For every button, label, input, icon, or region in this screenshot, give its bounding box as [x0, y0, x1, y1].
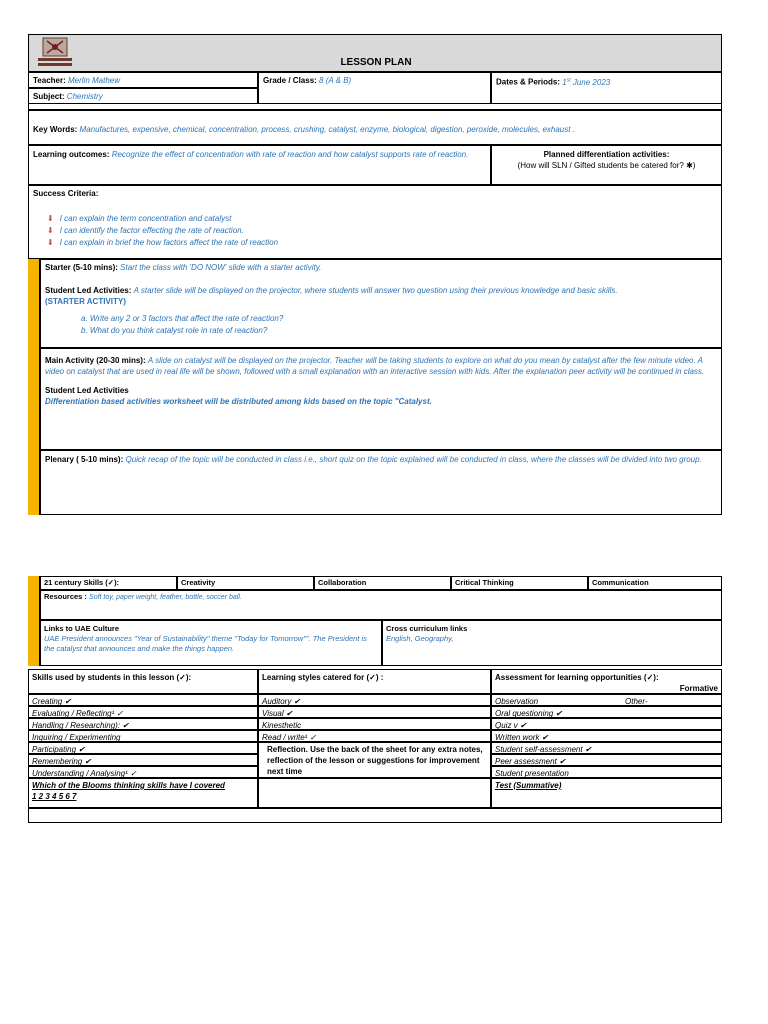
page-title: LESSON PLAN — [340, 57, 412, 68]
learning-style-item: Kinesthetic — [262, 721, 302, 730]
cross-label: Cross curriculum links — [386, 624, 468, 633]
main-sla-label: Student Led Activities — [45, 386, 129, 395]
assessment-title: Assessment for learning opportunities (✓): — [495, 673, 659, 682]
blooms-label: Which of the Blooms thinking skills have I covered — [32, 781, 225, 790]
learning-styles-header: Learning styles catered for (✓) : — [258, 669, 491, 694]
skills21-item: Collaboration — [314, 576, 451, 590]
main-sla-value: Differentiation based activities worksheet will be distributed among kids based on the topic "Catalyst. — [45, 397, 432, 406]
resources-value: Soft toy, paper weight, feather, bottle, soccer ball. — [89, 594, 242, 601]
arrow-icon: ⬇ — [47, 238, 54, 247]
assessment-item: Observation — [495, 697, 539, 706]
learning-style-item: Auditory ✔ — [262, 697, 301, 706]
differentiation-title: Planned differentiation activities: — [543, 150, 670, 159]
skills21-item: Creativity — [177, 576, 314, 590]
differentiation-cell — [491, 145, 722, 185]
outcomes-cell — [28, 145, 491, 185]
dates-label: Dates & Periods: — [496, 77, 561, 87]
blooms-cell — [28, 778, 258, 808]
subject-value: Chemistry — [66, 92, 103, 101]
test-label: Test (Summative) — [495, 781, 562, 790]
arrow-icon: ⬇ — [47, 214, 54, 223]
success-item: ⬇ I can identify the factor effecting the rate of reaction. — [47, 226, 244, 235]
assessment-item: Quiz v ✔ — [495, 721, 527, 730]
success-label: Success Criteria: — [33, 189, 99, 198]
activity-sidebar-bar — [28, 259, 40, 515]
differentiation-sub: (How will SLN / Gifted students be catered for? ✱) — [517, 161, 696, 170]
grade-cell — [258, 72, 491, 104]
cross-value: English, Geography, — [386, 634, 454, 643]
assessment-other: Other- — [625, 697, 648, 706]
keywords-cell — [28, 110, 722, 145]
assessment-item: Student presentation — [495, 769, 569, 778]
skill-item: Understanding / Analysing¹ ✓ — [32, 769, 137, 778]
skill-item: Participating ✔ — [32, 745, 85, 754]
assessment-item: Student self-assessment ✔ — [495, 745, 592, 754]
uae-label: Links to UAE Culture — [44, 624, 120, 633]
assessment-item: Peer assessment ✔ — [495, 757, 566, 766]
starter-cell — [40, 259, 722, 348]
starter-sla-label: Student Led Activities: — [45, 286, 132, 295]
header-bar — [28, 34, 722, 72]
keywords-value: Manufactures, expensive, chemical, concentration, process, crushing, catalyst, enzyme, biological, digestion, peroxide, molecules, exhaust . — [79, 125, 575, 134]
dates-sup: st — [566, 77, 571, 83]
starter-activity-tag: (STARTER ACTIVITY) — [45, 297, 126, 306]
bottom-empty-row — [28, 808, 722, 823]
arrow-icon: ⬇ — [47, 226, 54, 235]
uae-culture-cell — [40, 620, 382, 666]
uae-value: UAE President announces "Year of Sustainability" theme "Today for Tomorrow"". The President is the catalyst that announces and make the things happen. — [44, 634, 367, 653]
plenary-value: Quick recap of the topic will be conducted in class i.e., short quiz on the topic explained will be conducted in class, where the classes will be divided into two group. — [125, 455, 702, 464]
learning-style-item: Visual ✔ — [262, 709, 293, 718]
learning-style-item: Read / write¹ ✓ — [262, 733, 317, 742]
skills21-item: Communication — [588, 576, 722, 590]
outcomes-label: Learning outcomes: — [33, 150, 110, 159]
success-list — [33, 213, 717, 249]
assessment-item: Written work ✔ — [495, 733, 549, 742]
main-activity-cell — [40, 348, 722, 450]
dates-day: 1 — [562, 77, 567, 87]
plenary-label: Plenary ( 5-10 mins): — [45, 455, 124, 464]
skills-table — [28, 576, 722, 826]
grade-label: Grade / Class: — [263, 76, 317, 85]
main-value: A slide on catalyst will be displayed on the projector. Teacher will be taking students to explore on what do you mean by catalyst after the few minute video. A video on catalyst that are used in real life will be shown, followed with a small explanation with an interactive session with kids. After the explanation peer activity will be continued in class. — [45, 356, 705, 376]
lesson-plan-table — [28, 34, 722, 515]
observation-row — [491, 694, 722, 706]
subject-cell — [28, 88, 258, 104]
skill-item: Inquiring / Experimenting — [32, 733, 121, 742]
success-item: ⬇ I can explain in brief the how factors affect the rate of reaction — [47, 238, 279, 247]
teacher-value: Merlin Mathew — [68, 76, 121, 85]
assessment-item: Oral questioning ✔ — [495, 709, 563, 718]
teacher-cell — [28, 72, 258, 88]
starter-questions — [45, 313, 717, 337]
skill-item: Handling / Researching): ✔ — [32, 721, 129, 730]
resources-cell — [40, 590, 722, 620]
starter-sla-value: A starter slide will be displayed on the projector, where students will answer two question using their previous knowledge and basic skills. — [133, 286, 618, 295]
assessment-header — [491, 669, 722, 694]
teacher-label: Teacher: — [33, 76, 66, 85]
skill-item: Remembering ✔ — [32, 757, 92, 766]
success-criteria-cell — [28, 185, 722, 259]
subject-label: Subject: — [33, 92, 65, 101]
plenary-cell — [40, 450, 722, 515]
reflection-note: Reflection. Use the back of the sheet for any extra notes, reflection of the lesson or suggestions for improvement next time — [258, 742, 491, 778]
dates-cell — [491, 72, 722, 104]
skill-item: Creating ✔ — [32, 697, 72, 706]
keywords-label: Key Words: — [33, 125, 78, 134]
starter-value: Start the class with 'DO NOW' slide with a starter activity. — [120, 263, 322, 272]
dates-rest: June 2023 — [572, 77, 611, 87]
assessment-formative: Formative — [679, 684, 718, 693]
cross-curriculum-cell — [382, 620, 722, 666]
test-cell — [491, 778, 722, 808]
main-label: Main Activity (20-30 mins): — [45, 356, 146, 365]
grade-value: 8 (A & B) — [319, 76, 352, 85]
skill-item: Evaluating / Reflecting¹ ✓ — [32, 709, 124, 718]
empty-cell — [258, 778, 491, 808]
skills21-item: Critical Thinking — [451, 576, 588, 590]
skills-sidebar-bar — [28, 576, 40, 666]
success-item: ⬇ I can explain the term concentration and catalyst — [47, 214, 232, 223]
outcomes-value: Recognize the effect of concentration with rate of reaction and how catalyst supports rate of reaction. — [111, 150, 469, 159]
skills21-label: 21 century Skills (✓): — [40, 576, 177, 590]
question-item: b. What do you think catalyst role in rate of reaction? — [81, 326, 268, 335]
skills-used-header: Skills used by students in this lesson (✓): — [28, 669, 258, 694]
blooms-numbers: 1 2 3 4 5 6 7 — [32, 792, 77, 801]
resources-label: Resources : — [44, 592, 87, 601]
question-item: a. Write any 2 or 3 factors that affect the rate of reaction? — [81, 314, 284, 323]
starter-label: Starter (5-10 mins): — [45, 263, 118, 272]
